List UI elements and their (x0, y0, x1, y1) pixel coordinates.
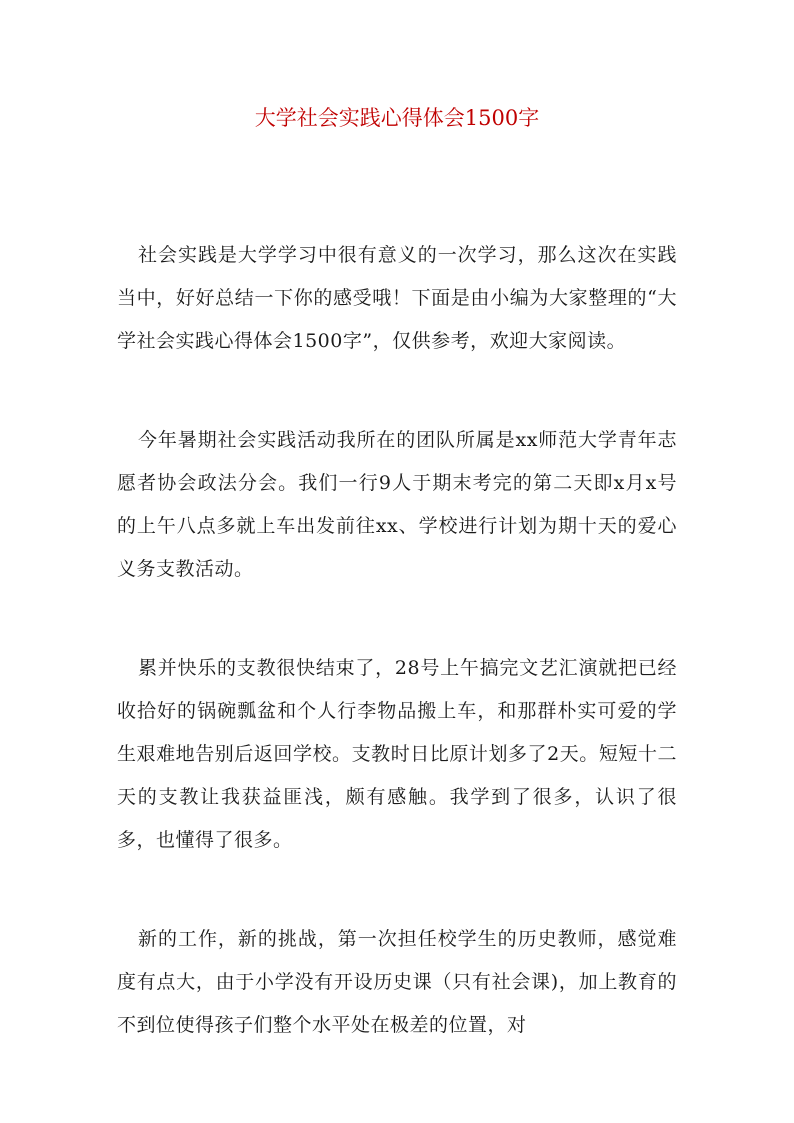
document-title: 大学社会实践心得体会1500字 (254, 106, 540, 130)
paragraph-team: 今年暑期社会实践活动我所在的团队所属是xx师范大学青年志愿者协会政法分会。我们一行9人于期末考完的第二天即x月x号的上午八点多就上车出发前往xx、学校进行计划为期十天的爱心义务支教活动。 (117, 429, 677, 580)
paragraph-challenge: 新的工作，新的挑战，第一次担任校学生的历史教师，感觉难度有点大，由于小学没有开设历史课（只有社会课)，加上教育的不到位使得孩子们整个水平处在极差的位置，对 (117, 928, 677, 1036)
paragraph-conclusion: 累并快乐的支教很快结束了，28号上午搞完文艺汇演就把已经收拾好的锅碗瓢盆和个人行李物品搬上车，和那群朴实可爱的学生艰难地告别后返回学校。支教时日比原计划多了2天。短短十二天的支教让我获益匪浅，颇有感触。我学到了很多，认识了很多，也懂得了很多。 (117, 657, 677, 851)
paragraph-intro: 社会实践是大学学习中很有意义的一次学习，那么这次在实践当中，好好总结一下你的感受哦！下面是由小编为大家整理的“大学社会实践心得体会1500字”，仅供参考，欢迎大家阅读。 (117, 244, 677, 352)
document-body (117, 234, 677, 1103)
